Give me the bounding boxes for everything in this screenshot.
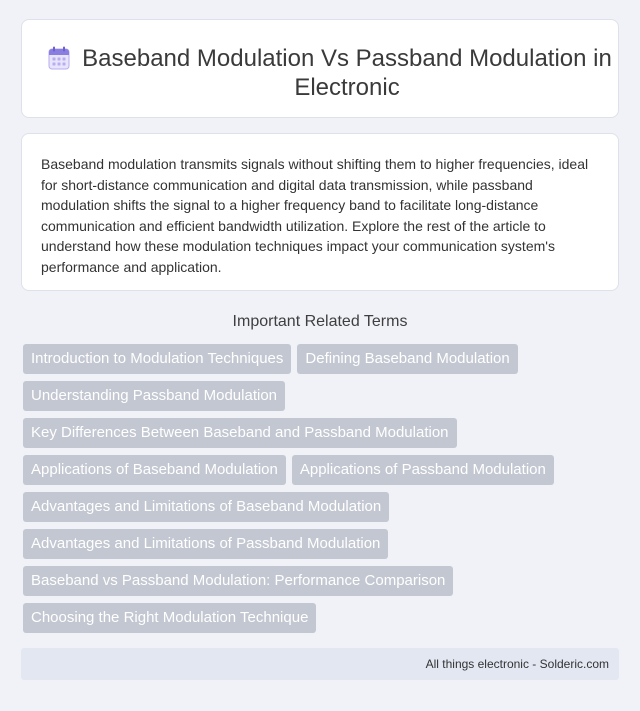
- related-term-link[interactable]: Applications of Passband Modulation: [292, 455, 554, 485]
- related-term-link[interactable]: Baseband vs Passband Modulation: Performance Comparison: [23, 566, 453, 596]
- term-row: [23, 603, 623, 633]
- header-card: [21, 19, 619, 118]
- term-row: [23, 529, 623, 559]
- intro-card: [21, 133, 619, 291]
- related-term-link[interactable]: Choosing the Right Modulation Technique: [23, 603, 316, 633]
- terms-heading: Important Related Terms: [232, 313, 408, 330]
- term-row: [23, 492, 623, 522]
- related-term-link[interactable]: Introduction to Modulation Techniques: [23, 344, 291, 374]
- related-terms-list: [23, 344, 623, 640]
- term-row: [23, 566, 623, 596]
- calendar-icon: [48, 46, 70, 70]
- related-term-link[interactable]: Applications of Baseband Modulation: [23, 455, 286, 485]
- term-row: [23, 418, 623, 448]
- related-term-link[interactable]: Advantages and Limitations of Baseband Modulation: [23, 492, 389, 522]
- related-term-link[interactable]: Advantages and Limitations of Passband Modulation: [23, 529, 388, 559]
- term-row: [23, 455, 623, 485]
- related-term-link[interactable]: Understanding Passband Modulation: [23, 381, 285, 411]
- intro-text: Baseband modulation transmits signals without shifting them to higher frequencies, ideal for short-distance communication and digital data transmission, while passband modulation shifts the signal to a higher frequency band to facilitate long-distance communication and efficient bandwidth utilization. Explore the rest of the article to understand how these modulation techniques impact your communication system's performance and application.: [41, 156, 589, 275]
- term-row: [23, 381, 623, 411]
- footer: All things electronic - Solderic.com: [21, 648, 619, 680]
- term-row: [23, 344, 623, 374]
- page-title: Baseband Modulation Vs Passband Modulation in Electronic: [82, 45, 612, 101]
- related-term-link[interactable]: Key Differences Between Baseband and Passband Modulation: [23, 418, 457, 448]
- related-term-link[interactable]: Defining Baseband Modulation: [297, 344, 517, 374]
